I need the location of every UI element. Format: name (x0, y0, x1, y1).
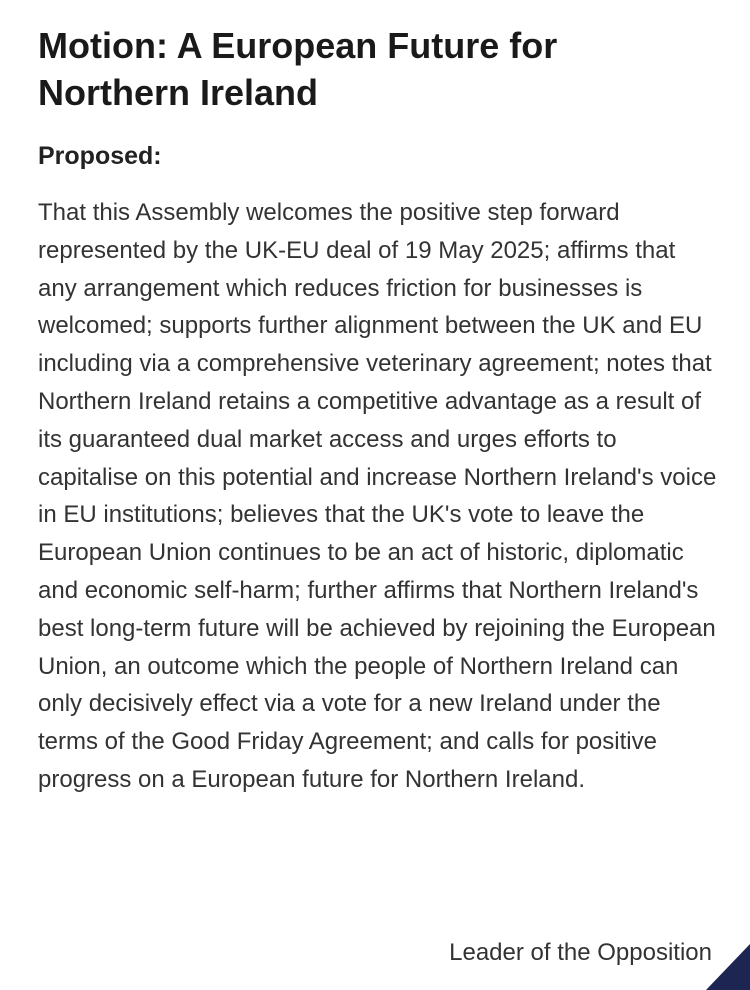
corner-accent-triangle (706, 944, 750, 990)
proposer-signature: Leader of the Opposition (449, 939, 712, 966)
motion-status-label: Proposed: (38, 142, 162, 170)
motion-text: That this Assembly welcomes the positive step forward represented by the UK-EU deal of 19 May 2025; affirms that any arrangement which reduces friction for businesses is welcomed; supports further alignment between the UK and EU including via a comprehensive veterinary agreement; notes that Northern Ireland retains a competitive advantage as a result of its guaranteed dual market access and urges efforts to capitalise on this potential and increase Northern Ireland's voice in EU institutions; believes that the UK's vote to leave the European Union continues to be an act of historic, diplomatic and economic self-harm; further affirms that Northern Ireland's best long-term future will be achieved by rejoining the European Union, an outcome which the people of Northern Ireland can only decisively effect via a vote for a new Ireland under the terms of the Good Friday Agreement; and calls for positive progress on a European future for Northern Ireland. (38, 199, 717, 793)
motion-title: Motion: A European Future for Northern Ireland (38, 25, 558, 113)
